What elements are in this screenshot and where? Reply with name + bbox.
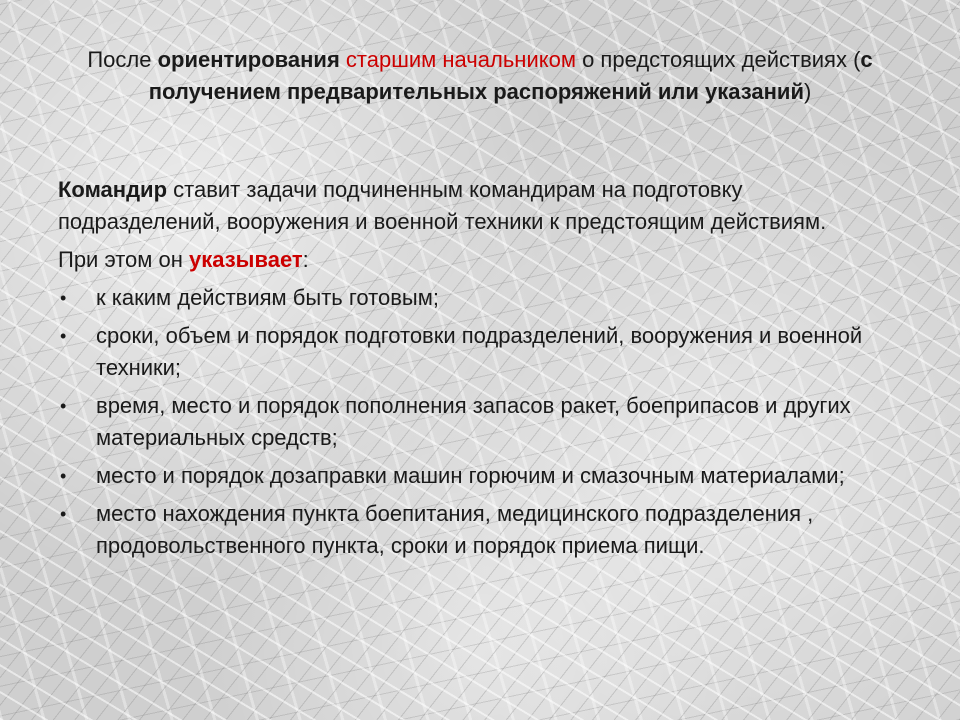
list-item-text: время, место и порядок пополнения запасов ракет, боеприпасов и других материальных средств; [96, 393, 851, 450]
title-bold-orders: с получением предварительных распоряжений или указаний [148, 47, 873, 104]
slide-title [48, 44, 912, 108]
list-item-text: место и порядок дозаправки машин горючим и смазочным материалами; [96, 463, 845, 488]
indicates-paragraph [58, 244, 908, 276]
commander-label: Командир [58, 177, 168, 202]
slide-body [58, 174, 908, 568]
bullet-icon: • [60, 326, 67, 346]
indicates-colon: : [302, 247, 309, 272]
commander-text: ставит задачи подчиненным командирам на подготовку подразделений, вооружения и военной техники к предстоящим действиям. [58, 177, 827, 234]
list-item [58, 390, 908, 454]
list-item-text: место нахождения пункта боепитания, медицинского подразделения , продовольственного пункта, сроки и порядок приема пищи. [96, 501, 814, 558]
instructions-list [58, 282, 908, 562]
bullet-icon: • [60, 504, 67, 524]
commander-paragraph [58, 174, 908, 238]
title-end: ) [803, 79, 812, 104]
list-item [58, 498, 908, 562]
title-before: После [87, 47, 158, 72]
list-item-text: к каким действиям быть готовым; [96, 285, 439, 310]
list-item [58, 282, 908, 314]
list-item [58, 320, 908, 384]
indicates-keyword: указывает [189, 247, 303, 272]
title-bold-orientation: ориентирования [157, 47, 340, 72]
title-senior-chief: старшим начальником [345, 47, 576, 72]
list-item [58, 460, 908, 492]
indicates-before: При этом он [58, 247, 189, 272]
bullet-icon: • [60, 466, 67, 486]
title-middle: о предстоящих действиях ( [575, 47, 861, 72]
bullet-icon: • [60, 288, 67, 308]
bullet-icon: • [60, 396, 67, 416]
list-item-text: сроки, объем и порядок подготовки подразделений, вооружения и военной техники; [96, 323, 863, 380]
